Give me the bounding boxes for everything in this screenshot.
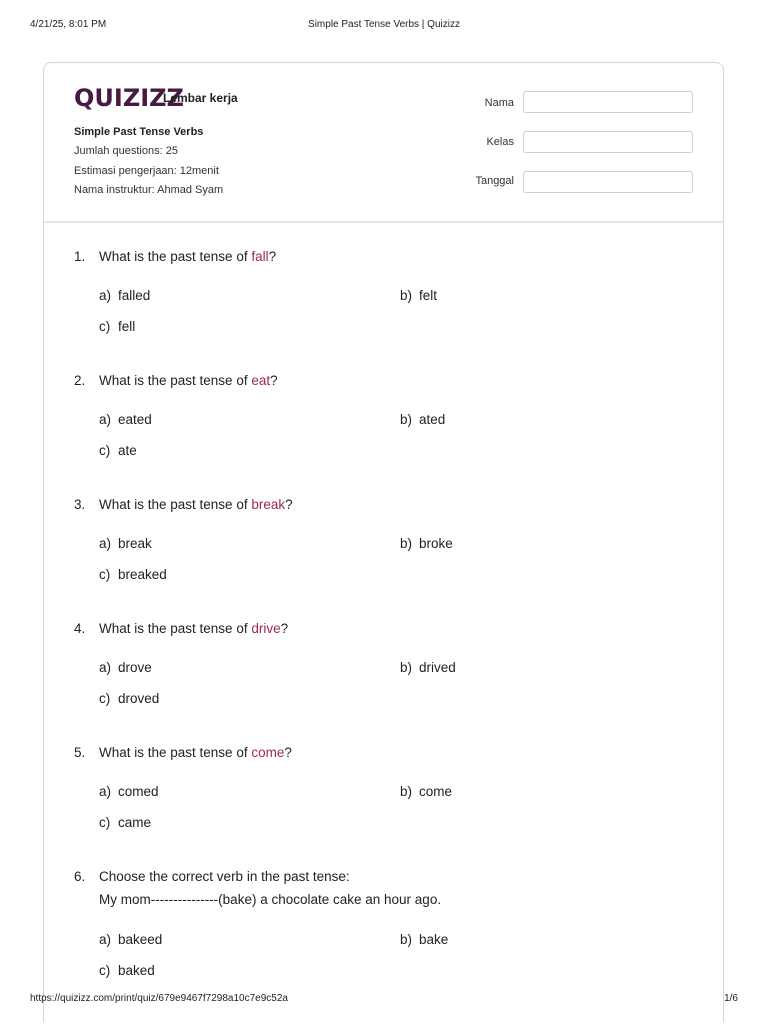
quiz-title: Simple Past Tense Verbs xyxy=(74,126,204,138)
option-b[interactable] xyxy=(400,784,452,799)
question-number: 6. xyxy=(74,869,86,884)
option-a[interactable] xyxy=(99,536,152,551)
worksheet xyxy=(43,62,724,1022)
question-prefix: What is the past tense of xyxy=(99,249,252,264)
question-sentence: My mom---------------(bake) a chocolate cake an hour ago. xyxy=(99,892,442,907)
option-letter: a) xyxy=(99,288,112,303)
option-letter: b) xyxy=(400,660,413,675)
class-field[interactable] xyxy=(523,131,693,153)
option-letter: b) xyxy=(400,932,413,947)
option-text: bake xyxy=(419,932,449,947)
option-text: felt xyxy=(419,288,438,303)
worksheet-header xyxy=(44,63,723,223)
question-prefix: What is the past tense of xyxy=(99,621,252,636)
option-text: come xyxy=(419,784,453,799)
questions-count: Jumlah questions: 25 xyxy=(74,145,178,157)
option-letter: b) xyxy=(400,412,413,427)
question-suffix: ? xyxy=(268,249,277,264)
name-label: Nama xyxy=(484,97,514,109)
question-number: 5. xyxy=(74,745,86,760)
question-prefix: What is the past tense of xyxy=(99,745,252,760)
highlighted-word: break xyxy=(251,497,286,512)
question-suffix: ? xyxy=(280,621,289,636)
instructor-name: Nama instruktur: Ahmad Syam xyxy=(74,184,224,196)
question-suffix: ? xyxy=(284,745,292,760)
option-text: droved xyxy=(118,691,160,706)
option-letter: c) xyxy=(99,963,111,978)
highlighted-word: eat xyxy=(251,373,271,388)
option-c[interactable] xyxy=(99,319,135,334)
question-6 xyxy=(74,869,694,915)
option-a[interactable] xyxy=(99,932,162,947)
option-a[interactable] xyxy=(99,288,150,303)
option-letter: c) xyxy=(99,691,111,706)
option-text: ate xyxy=(118,443,137,458)
option-text: broke xyxy=(419,536,453,551)
question-suffix: ? xyxy=(270,373,278,388)
question-number: 4. xyxy=(74,621,86,636)
option-text: comed xyxy=(118,784,159,799)
question-number: 3. xyxy=(74,497,86,512)
print-page-number: 1/6 xyxy=(724,993,738,1004)
option-c[interactable] xyxy=(99,567,167,582)
question-suffix: ? xyxy=(285,497,293,512)
option-text: baked xyxy=(118,963,155,978)
option-c[interactable] xyxy=(99,815,151,830)
question-text xyxy=(99,745,292,760)
option-a[interactable] xyxy=(99,784,159,799)
question-text: Choose the correct verb in the past tense: xyxy=(99,869,350,884)
option-letter: b) xyxy=(400,536,413,551)
option-letter: b) xyxy=(400,288,413,303)
print-url: https://quizizz.com/print/quiz/679e9467f7298a10c7e9c52a xyxy=(30,993,288,1004)
option-a[interactable] xyxy=(99,660,152,675)
question-prefix: What is the past tense of xyxy=(99,373,252,388)
option-b[interactable] xyxy=(400,660,456,675)
question-number: 2. xyxy=(74,373,86,388)
option-letter: a) xyxy=(99,536,112,551)
option-text: breaked xyxy=(118,567,167,582)
option-text: falled xyxy=(118,288,151,303)
option-letter: c) xyxy=(99,443,111,458)
question-text xyxy=(99,621,288,636)
option-letter: c) xyxy=(99,815,111,830)
name-field[interactable] xyxy=(523,91,693,113)
option-letter: c) xyxy=(99,319,111,334)
option-text: bakeed xyxy=(118,932,163,947)
option-letter: a) xyxy=(99,412,112,427)
class-label: Kelas xyxy=(486,136,514,148)
option-b[interactable] xyxy=(400,932,448,947)
option-text: came xyxy=(118,815,152,830)
option-letter: c) xyxy=(99,567,111,582)
option-letter: b) xyxy=(400,784,413,799)
option-b[interactable] xyxy=(400,412,445,427)
print-page-title: Simple Past Tense Verbs | Quizizz xyxy=(308,19,460,30)
print-datetime: 4/21/25, 8:01 PM xyxy=(30,19,107,30)
worksheet-type: Lembar kerja xyxy=(163,91,238,105)
option-text: fell xyxy=(118,319,136,334)
option-b[interactable] xyxy=(400,288,437,303)
logo-text: QUIZIZZ xyxy=(74,84,184,112)
option-text: drove xyxy=(118,660,152,675)
option-letter: a) xyxy=(99,784,112,799)
highlighted-word: fall xyxy=(251,249,269,264)
question-prefix: What is the past tense of xyxy=(99,497,252,512)
option-c[interactable] xyxy=(99,691,159,706)
option-c[interactable] xyxy=(99,963,155,978)
question-number: 1. xyxy=(74,249,86,264)
highlighted-word: drive xyxy=(251,621,281,636)
highlighted-word: come xyxy=(251,745,285,760)
option-text: ated xyxy=(419,412,446,427)
option-letter: a) xyxy=(99,932,112,947)
date-field[interactable] xyxy=(523,171,693,193)
option-a[interactable] xyxy=(99,412,152,427)
date-label: Tanggal xyxy=(475,175,514,187)
question-text xyxy=(99,497,293,512)
option-text: drived xyxy=(419,660,456,675)
time-estimate: Estimasi pengerjaan: 12menit xyxy=(74,165,219,177)
question-text xyxy=(99,249,276,264)
question-text xyxy=(99,373,278,388)
option-letter: a) xyxy=(99,660,112,675)
option-c[interactable] xyxy=(99,443,137,458)
option-text: eated xyxy=(118,412,152,427)
option-b[interactable] xyxy=(400,536,453,551)
option-text: break xyxy=(118,536,152,551)
